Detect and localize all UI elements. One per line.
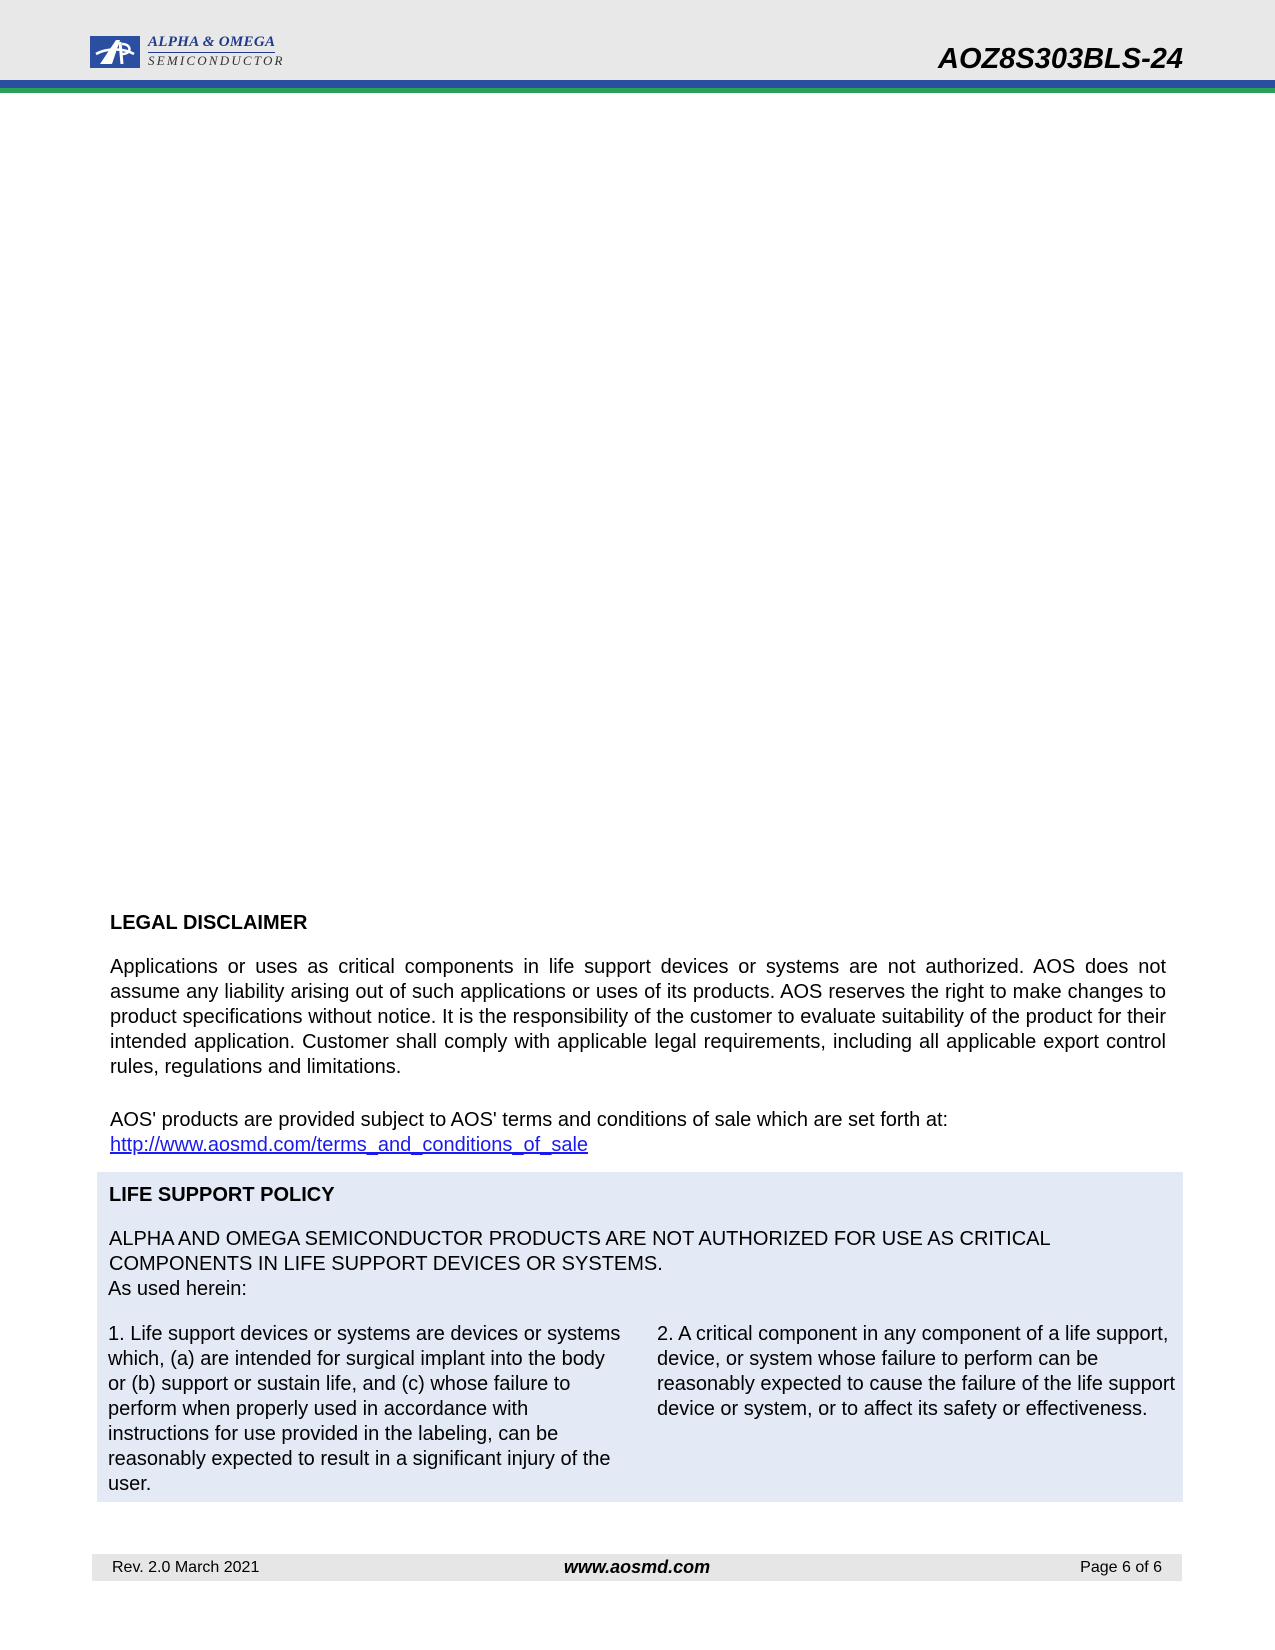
header-divider-blue: [0, 80, 1275, 88]
header-divider-green: [0, 88, 1275, 93]
policy-as-used: As used herein:: [108, 1278, 247, 1300]
page-footer: [92, 1554, 1182, 1581]
revision-label: Rev. 2.0 March 2021: [112, 1559, 260, 1576]
policy-definition-1: 1. Life support devices or systems are devices or systems which, (a) are intended for surgical implant into the body or (b) support or sustain life, and (c) whose failure to perform when properly used in accordance with instructions for use provided in the labeling, can be reasonably expected to result in a significant injury of the user.: [108, 1323, 621, 1495]
life-support-policy-title: LIFE SUPPORT POLICY: [109, 1184, 335, 1206]
website-link[interactable]: www.aosmd.com: [563, 1557, 711, 1577]
legal-disclaimer-paragraph: Applications or uses as critical components in life support devices or systems are not authorized. AOS does not assume any liability arising out of such applications or uses of its products. AOS reserves the right to make changes to product specifications without notice. It is the responsibility of the customer to evaluate suitability of the product for their intended application. Customer shall comply with applicable legal requirements, including all applicable export control rules, regulations and limitations.: [110, 956, 1166, 1078]
page-number: Page 6 of 6: [1080, 1559, 1162, 1576]
policy-statement: ALPHA AND OMEGA SEMICONDUCTOR PRODUCTS ARE NOT AUTHORIZED FOR USE AS CRITICAL COMPONENTS IN LIFE SUPPORT DEVICES OR SYSTEMS.: [109, 1228, 1050, 1275]
legal-disclaimer-section: [110, 912, 1166, 1158]
part-number-title: AOZ8S303BLS-24: [938, 43, 1183, 75]
logo-text-primary: ALPHA & OMEGA: [148, 34, 275, 53]
logo-text-secondary: SEMICONDUCTOR: [148, 53, 285, 68]
terms-link[interactable]: http://www.aosmd.com/terms_and_conditions_of_sale: [110, 1134, 589, 1156]
terms-text: AOS' products are provided subject to AOS' terms and conditions of sale which are set forth at:: [110, 1109, 949, 1131]
page-header: [0, 0, 1275, 80]
life-support-policy-section: [97, 1172, 1183, 1502]
legal-disclaimer-title: LEGAL DISCLAIMER: [110, 912, 308, 934]
logo-mark-icon: [90, 36, 140, 68]
policy-definitions: [108, 1322, 1176, 1495]
terms-statement: [110, 1108, 1166, 1158]
policy-definition-2: 2. A critical component in any component of a life support, device, or system whose failure to perform can be reasonably expected to cause the failure of the life support device or system, or to affect its safety or effectiveness.: [657, 1323, 1176, 1420]
